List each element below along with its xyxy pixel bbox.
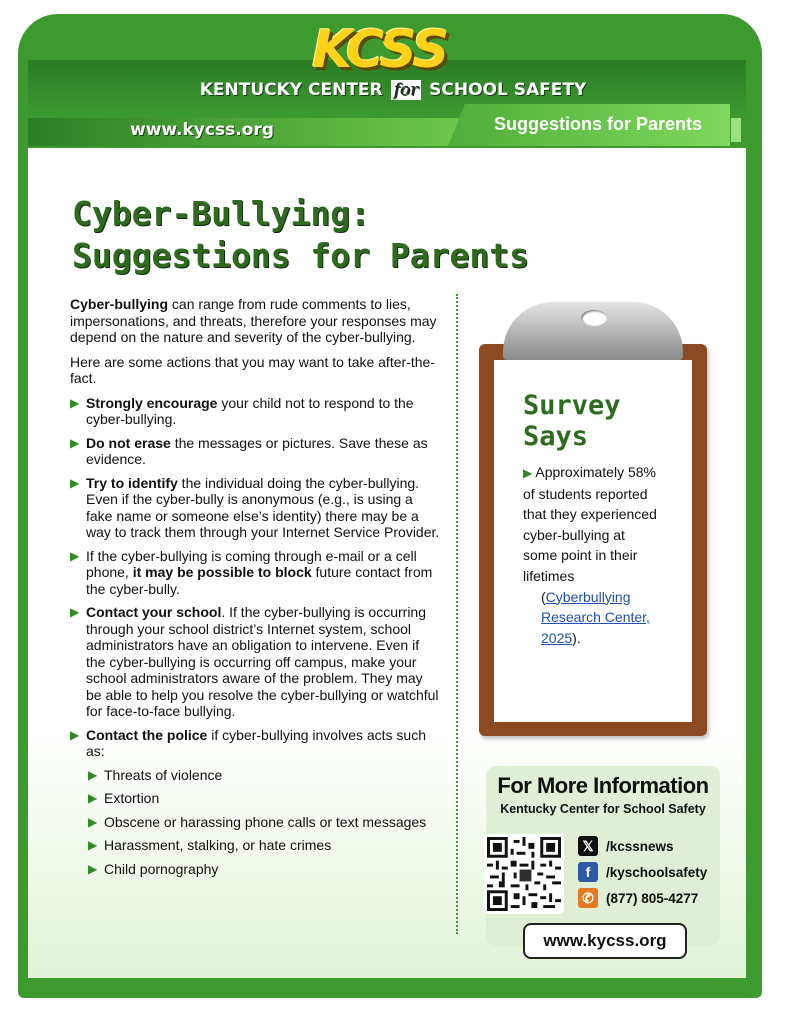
intro-paragraph: Cyber-bullying can range from rude comments to lies, impersonations, and threats, therefore your responses may depend on the nature and severity of the cyber-bullying. [70,296,437,345]
tip-item: ▶ Try to identify the individual doing the cyber-bullying. Even if the cyber-bully is anonymous (e.g., is using a fake name or someone else’s identity) there may be a way to track them through your Internet Service Provider. [70,474,440,540]
arrow-bullet-icon: ▶ [523,466,533,480]
actions-paragraph: Here are some actions that you may want to take after-the-fact. [70,353,435,386]
twitter-handle[interactable]: 𝕏 /kcssnews [578,836,674,856]
tip-item: ▶ If the cyber-bullying is coming through e-mail or a cell phone, it may be possible to block future contact from the cyber-bully. [70,547,433,597]
org-name-part2: SCHOOL SAFETY [429,80,587,100]
main-column [70,296,440,884]
police-act-item: ▶ Obscene or harassing phone calls or text messages [88,813,427,830]
police-act-item: ▶ Extortion [88,790,160,806]
arrow-bullet-icon: ▶ [88,767,98,782]
police-act-item: ▶ Child pornography [88,860,219,877]
phone-number[interactable]: ✆ (877) 805-4277 [578,888,698,908]
tip-item: ▶ Strongly encourage your child not to respond to the cyber-bullying. [70,394,414,427]
org-name [0,80,786,100]
header-url-link[interactable]: www.kycss.org [130,120,274,140]
org-name-for: for [391,80,422,100]
police-act-item: ▶ Harassment, stalking, or hate crimes [88,837,332,853]
arrow-bullet-icon: ▶ [70,548,80,563]
facebook-icon: f [578,862,598,882]
survey-title: Survey Says [523,390,621,452]
survey-source-link[interactable]: Cyberbullying Research Center, 2025 [541,588,650,646]
suggestions-tab-label: Suggestions for Parents [494,114,703,134]
qr-code[interactable] [484,834,564,914]
arrow-bullet-icon: ▶ [70,435,80,450]
arrow-bullet-icon: ▶ [70,605,80,619]
org-name-part1: KENTUCKY CENTER [199,80,383,100]
police-act-item: ▶ Threats of violence [88,766,223,783]
more-info-subtitle: Kentucky Center for School Safety [500,802,706,816]
kcss-logo: KCSS [312,20,447,80]
footer-url-link[interactable]: www.kycss.org [523,923,687,959]
more-info-title: For More Information [497,773,709,798]
tab-edge-decoration [731,118,741,142]
arrow-bullet-icon: ▶ [88,814,98,829]
arrow-bullet-icon: ▶ [70,395,80,410]
page-title [72,193,529,277]
title-line-2: Suggestions for Parents [72,236,529,275]
arrow-bullet-icon: ▶ [88,791,98,805]
survey-text: ▶ Approximately 58% of students reported that they experienced cyber-bullying at some point in their lifetimes (Cyberbullying Research Center, 2025). [523,464,657,646]
tip-item: ▶ Contact the police if cyber-bullying involves acts such as: [70,726,427,759]
tip-item: ▶ Do not erase the messages or pictures. Save these as evidence. [70,434,428,467]
column-divider [456,294,458,934]
phone-icon: ✆ [578,888,598,908]
arrow-bullet-icon: ▶ [88,838,98,852]
facebook-handle[interactable]: f /kyschoolsafety [578,862,707,882]
tip-item: ▶ Contact your school. If the cyber-bullying is occurring through your school district’s Internet system, school administrators have an obligation to intervene. Even if the cyber-bullying is occurring off campus, make your school administrators aware of the problem. They may be able to help you resolve the cyber-bullying or watchful for face-to-face bullying. [70,604,439,719]
arrow-bullet-icon: ▶ [88,861,98,876]
title-line-1: Cyber-Bullying: [72,194,371,233]
arrow-bullet-icon: ▶ [70,727,80,742]
x-icon: 𝕏 [578,836,598,856]
qr-code-icon [487,837,561,911]
clipboard-hole [581,310,607,326]
arrow-bullet-icon: ▶ [70,475,80,490]
